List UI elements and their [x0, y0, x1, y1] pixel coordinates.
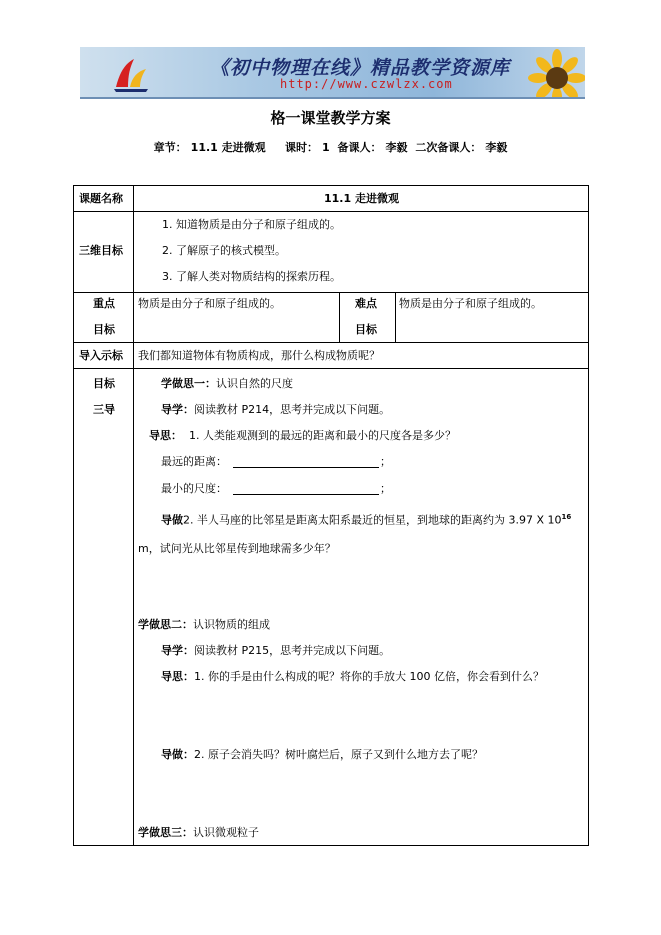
intro-value: 我们都知道物体有物质构成，那什么构成物质呢？	[138, 349, 380, 362]
section-1-task: 导做2. 半人马座的比邻星是距离太阳系最近的恒星，到地球的距离约为 3.97 X $10^{16}$	[161, 513, 572, 527]
topic-label: 课题名称	[79, 192, 123, 205]
goals-label: 三维目标	[79, 244, 123, 257]
guide-label: 目标	[93, 377, 115, 390]
banner-rule	[80, 97, 585, 99]
semicolon: ；	[380, 455, 391, 468]
key-label: 重点	[93, 297, 115, 310]
second-preparer-value: 李毅	[485, 141, 508, 154]
section-1-task-cont: m，试问光从比邻星传到地球需多少年？	[138, 542, 336, 555]
key-value: 物质是由分子和原子组成的。	[138, 297, 281, 310]
difficulty-label: 难点	[355, 297, 377, 310]
period-value: 1	[321, 141, 330, 154]
section-2-study: 导学：阅读教材 P215，思考并完成以下问题。	[161, 644, 391, 657]
difficulty-label-2: 目标	[355, 323, 377, 336]
section-1-think: 导思： 1. 人类能观测到的最远的距离和最小的尺度各是多少？	[149, 429, 456, 442]
intro-label: 导入示标	[79, 349, 123, 362]
section-2-think: 导思：1. 你的手是由什么构成的呢？将你的手放大 100 亿倍，你会看到什么？	[161, 670, 544, 683]
difficulty-value: 物质是由分子和原子组成的。	[399, 297, 542, 310]
section-2-task: 导做：2. 原子会消失吗？树叶腐烂后，原子又到什么地方去了呢？	[161, 748, 483, 761]
goal-item: 3. 了解人类对物质结构的探索历程。	[162, 270, 341, 283]
banner-title: 《初中物理在线》精品教学资源库	[210, 57, 511, 79]
semicolon: ；	[380, 482, 391, 495]
sunflower-icon	[528, 49, 585, 97]
section-3-heading: 学做思三：认识微观粒子	[138, 826, 259, 839]
goal-item: 1. 知道物质是由分子和原子组成的。	[162, 218, 341, 231]
banner-url: http://www.czwlzx.com	[280, 77, 453, 91]
preparer-value: 李毅	[385, 141, 408, 154]
chapter-label: 章节：	[153, 141, 187, 154]
period-label: 课时：	[284, 141, 318, 154]
farthest-distance-blank	[233, 467, 379, 468]
section-2-heading: 学做思二：认识物质的组成	[138, 618, 270, 631]
preparer-label: 备课人：	[337, 141, 382, 154]
smallest-scale-blank	[233, 494, 379, 495]
key-label-2: 目标	[93, 323, 115, 336]
document-title: 格一课堂教学方案	[270, 109, 391, 127]
header-banner	[80, 47, 585, 97]
meta-line	[0, 139, 661, 155]
second-preparer-label: 二次备课人：	[415, 141, 482, 154]
farthest-distance-label: 最远的距离：	[161, 455, 227, 468]
section-1-study: 导学：阅读教材 P214，思考并完成以下问题。	[161, 403, 391, 416]
logo-icon	[110, 53, 150, 93]
lesson-table	[73, 185, 589, 846]
smallest-scale-label: 最小的尺度：	[161, 482, 227, 495]
goal-item: 2. 了解原子的核式模型。	[162, 244, 286, 257]
section-1-heading: 学做思一：认识自然的尺度	[161, 377, 293, 390]
chapter-value: 11.1 走进微观	[190, 141, 266, 154]
topic-value: 11.1 走进微观	[324, 192, 399, 205]
guide-label-2: 三导	[93, 403, 115, 416]
